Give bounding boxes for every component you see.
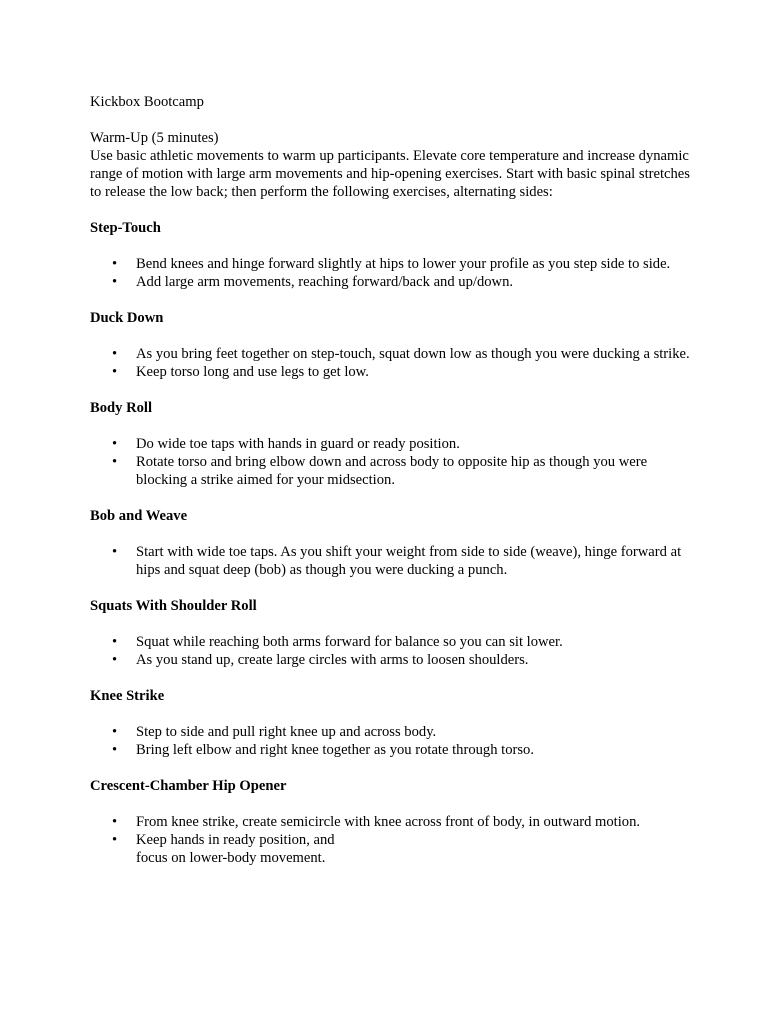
section-heading-step-touch: Step-Touch — [90, 220, 161, 236]
list-item-text: Squat while reaching both arms forward for balance so you can sit lower. — [136, 634, 563, 650]
bullet-icon: • — [112, 634, 118, 650]
bullet-icon: • — [112, 256, 118, 272]
intro-paragraph: Use basic athletic movements to warm up participants. Elevate core temperature and increase dynamic range of motion with large arm movements and hip-opening exercises. Start with basic spinal stretches to release the low back; then perform the following exercises, alternating sides: — [90, 148, 690, 200]
list-item-text: From knee strike, create semicircle with knee across front of body, in outward motion. — [136, 814, 641, 830]
list-item — [90, 633, 690, 651]
list-item — [90, 651, 690, 669]
bullet-icon: • — [112, 652, 118, 668]
list-item-text: Add large arm movements, reaching forward/back and up/down. — [136, 274, 514, 290]
bullet-icon: • — [112, 544, 118, 560]
list-item-text: Bend knees and hinge forward slightly at hips to lower your profile as you step side to side. — [136, 256, 671, 272]
bullet-list-knee-strike — [90, 723, 690, 759]
list-item — [90, 543, 690, 579]
bullet-list-bob-and-weave — [90, 543, 690, 579]
document-title: Kickbox Bootcamp — [90, 94, 204, 110]
list-item — [90, 831, 690, 867]
list-item — [90, 723, 690, 741]
warmup-heading: Warm-Up (5 minutes) — [90, 130, 219, 146]
bullet-icon: • — [112, 814, 118, 830]
bullet-list-step-touch — [90, 255, 690, 291]
list-item — [90, 435, 690, 453]
list-item-text: Keep hands in ready position, and — [136, 832, 335, 848]
list-item — [90, 363, 690, 381]
list-item — [90, 813, 690, 831]
bullet-list-squats-with-shoulder-roll — [90, 633, 690, 669]
list-item-text: As you bring feet together on step-touch, squat down low as though you were ducking a strike. — [136, 346, 690, 362]
bullet-icon: • — [112, 832, 118, 848]
section-heading-duck-down: Duck Down — [90, 310, 164, 326]
bullet-icon: • — [112, 454, 118, 470]
bullet-icon: • — [112, 346, 118, 362]
list-item — [90, 255, 690, 273]
list-item-text: Step to side and pull right knee up and across body. — [136, 724, 437, 740]
list-item — [90, 453, 690, 489]
bullet-icon: • — [112, 364, 118, 380]
bullet-icon: • — [112, 274, 118, 290]
section-heading-body-roll: Body Roll — [90, 400, 153, 416]
list-item-text: Do wide toe taps with hands in guard or ready position. — [136, 436, 460, 452]
list-item — [90, 273, 690, 291]
list-item-text: Keep torso long and use legs to get low. — [136, 364, 369, 380]
list-item — [90, 345, 690, 363]
document-page — [90, 93, 690, 885]
section-heading-knee-strike: Knee Strike — [90, 688, 165, 704]
section-heading-bob-and-weave: Bob and Weave — [90, 508, 188, 524]
bullet-list-crescent-chamber-hip-opener — [90, 813, 690, 867]
bullet-icon: • — [112, 724, 118, 740]
bullet-list-duck-down — [90, 345, 690, 381]
list-item-text-continuation: focus on lower-body movement. — [136, 850, 326, 866]
list-item-text: Start with wide toe taps. As you shift your weight from side to side (weave), hinge forward at hips and squat deep (bob) as though you were ducking a punch. — [136, 544, 682, 578]
bullet-icon: • — [112, 436, 118, 452]
list-item-text: As you stand up, create large circles with arms to loosen shoulders. — [136, 652, 529, 668]
bullet-icon: • — [112, 742, 118, 758]
list-item — [90, 741, 690, 759]
list-item-text: Bring left elbow and right knee together as you rotate through torso. — [136, 742, 534, 758]
section-heading-crescent-chamber-hip-opener: Crescent-Chamber Hip Opener — [90, 778, 287, 794]
list-item-text: Rotate torso and bring elbow down and across body to opposite hip as though you were blocking a strike aimed for your midsection. — [136, 454, 648, 488]
section-heading-squats-with-shoulder-roll: Squats With Shoulder Roll — [90, 598, 257, 614]
bullet-list-body-roll — [90, 435, 690, 489]
